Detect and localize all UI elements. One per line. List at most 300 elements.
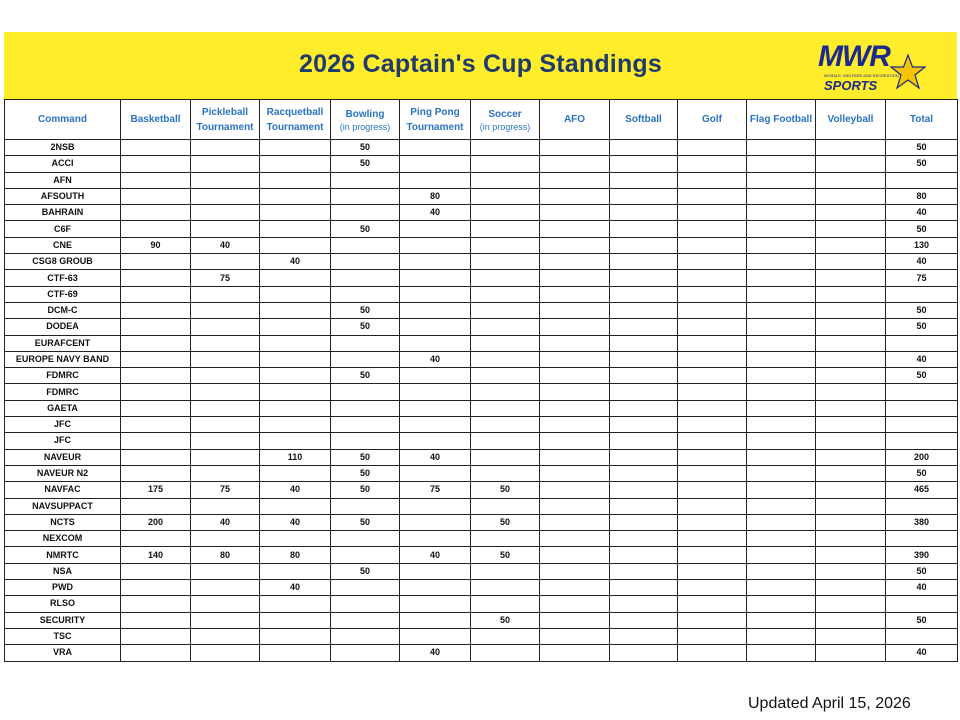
points-cell [610, 417, 678, 433]
points-cell [331, 531, 400, 547]
points-cell [121, 596, 191, 612]
points-cell [610, 465, 678, 481]
points-cell [400, 514, 471, 530]
command-cell: DCM-C [5, 302, 121, 318]
points-cell [260, 612, 331, 628]
points-cell [471, 319, 540, 335]
column-header-label: Basketball [130, 114, 181, 125]
points-cell [121, 335, 191, 351]
points-cell [121, 465, 191, 481]
command-cell: ACCI [5, 156, 121, 172]
points-cell [471, 596, 540, 612]
points-cell [747, 514, 816, 530]
logo-tagline: MORALE, WELFARE AND RECREATION [824, 73, 899, 78]
points-cell [540, 645, 610, 661]
points-cell [816, 188, 886, 204]
table-row [5, 417, 958, 433]
points-cell [610, 335, 678, 351]
table-row [5, 547, 958, 563]
star-icon [890, 54, 926, 90]
points-cell [747, 368, 816, 384]
points-cell [678, 286, 747, 302]
points-cell [540, 140, 610, 156]
points-cell: 50 [471, 514, 540, 530]
table-row [5, 270, 958, 286]
points-cell: 50 [331, 465, 400, 481]
points-cell [678, 531, 747, 547]
points-cell [747, 172, 816, 188]
points-cell [471, 172, 540, 188]
points-cell [540, 302, 610, 318]
total-cell [886, 172, 958, 188]
points-cell [471, 302, 540, 318]
points-cell [400, 221, 471, 237]
points-cell [540, 270, 610, 286]
points-cell [121, 628, 191, 644]
points-cell [816, 433, 886, 449]
points-cell: 50 [471, 547, 540, 563]
points-cell [816, 270, 886, 286]
column-header [400, 100, 471, 140]
points-cell [471, 156, 540, 172]
points-cell: 50 [471, 482, 540, 498]
points-cell [400, 286, 471, 302]
points-cell [816, 449, 886, 465]
command-cell: DODEA [5, 319, 121, 335]
points-cell: 40 [260, 580, 331, 596]
points-cell [747, 465, 816, 481]
points-cell [540, 384, 610, 400]
column-header-sublabel: Tournament [406, 121, 464, 133]
points-cell [540, 482, 610, 498]
updated-date: Updated April 15, 2026 [748, 695, 911, 712]
points-cell [260, 140, 331, 156]
points-cell [540, 351, 610, 367]
points-cell [121, 140, 191, 156]
points-cell [747, 563, 816, 579]
column-header-label: Total [909, 114, 934, 125]
total-cell [886, 596, 958, 612]
total-cell: 50 [886, 140, 958, 156]
points-cell [540, 563, 610, 579]
table-row [5, 319, 958, 335]
points-cell [816, 612, 886, 628]
points-cell [816, 140, 886, 156]
points-cell [471, 449, 540, 465]
points-cell: 40 [260, 254, 331, 270]
points-cell [816, 221, 886, 237]
points-cell [191, 580, 260, 596]
points-cell [540, 612, 610, 628]
total-cell: 50 [886, 465, 958, 481]
points-cell [816, 417, 886, 433]
points-cell: 40 [400, 449, 471, 465]
points-cell: 75 [191, 270, 260, 286]
column-header [191, 100, 260, 140]
points-cell [400, 237, 471, 253]
points-cell [471, 221, 540, 237]
points-cell [121, 384, 191, 400]
points-cell: 40 [191, 237, 260, 253]
command-cell: NCTS [5, 514, 121, 530]
points-cell [610, 254, 678, 270]
points-cell [331, 433, 400, 449]
points-cell [610, 172, 678, 188]
command-cell: NAVEUR N2 [5, 465, 121, 481]
points-cell [747, 482, 816, 498]
command-cell: CTF-69 [5, 286, 121, 302]
points-cell [540, 237, 610, 253]
points-cell [471, 286, 540, 302]
points-cell [331, 547, 400, 563]
table-row [5, 384, 958, 400]
points-cell [816, 596, 886, 612]
table-row [5, 254, 958, 270]
command-cell: FDMRC [5, 368, 121, 384]
points-cell [816, 205, 886, 221]
points-cell [610, 498, 678, 514]
points-cell [191, 433, 260, 449]
header-row [5, 100, 958, 140]
points-cell [331, 417, 400, 433]
points-cell [747, 205, 816, 221]
table-row [5, 531, 958, 547]
column-header [5, 100, 121, 140]
points-cell [678, 172, 747, 188]
points-cell [678, 400, 747, 416]
points-cell [260, 237, 331, 253]
column-header [678, 100, 747, 140]
points-cell [331, 286, 400, 302]
points-cell: 140 [121, 547, 191, 563]
column-header-label: Bowling [345, 108, 385, 120]
points-cell: 50 [331, 302, 400, 318]
table-row [5, 628, 958, 644]
points-cell [471, 400, 540, 416]
points-cell [191, 384, 260, 400]
points-cell [816, 465, 886, 481]
points-cell [816, 156, 886, 172]
table-row [5, 433, 958, 449]
points-cell: 50 [331, 140, 400, 156]
points-cell [260, 156, 331, 172]
points-cell [400, 335, 471, 351]
points-cell [260, 335, 331, 351]
command-cell: AFSOUTH [5, 188, 121, 204]
command-cell: NEXCOM [5, 531, 121, 547]
points-cell [540, 368, 610, 384]
points-cell [331, 237, 400, 253]
points-cell [678, 156, 747, 172]
column-header-label: Racquetball [266, 106, 324, 118]
points-cell [678, 449, 747, 465]
points-cell [471, 188, 540, 204]
points-cell [610, 580, 678, 596]
points-cell [747, 188, 816, 204]
points-cell [747, 547, 816, 563]
points-cell [747, 531, 816, 547]
command-cell: NSA [5, 563, 121, 579]
table-row [5, 498, 958, 514]
total-cell: 50 [886, 612, 958, 628]
table-row [5, 205, 958, 221]
total-cell: 40 [886, 645, 958, 661]
column-header-label: Command [38, 114, 87, 125]
table-row [5, 563, 958, 579]
points-cell [610, 596, 678, 612]
total-cell: 50 [886, 368, 958, 384]
table-row [5, 140, 958, 156]
points-cell [747, 645, 816, 661]
points-cell: 50 [331, 563, 400, 579]
points-cell [816, 286, 886, 302]
points-cell [260, 498, 331, 514]
points-cell [191, 172, 260, 188]
points-cell: 80 [191, 547, 260, 563]
points-cell [260, 188, 331, 204]
table-row [5, 188, 958, 204]
points-cell [260, 596, 331, 612]
points-cell [471, 433, 540, 449]
points-cell [471, 531, 540, 547]
points-cell [678, 498, 747, 514]
points-cell: 110 [260, 449, 331, 465]
points-cell: 40 [260, 514, 331, 530]
points-cell [747, 254, 816, 270]
points-cell: 40 [400, 351, 471, 367]
points-cell [816, 254, 886, 270]
table-row [5, 465, 958, 481]
column-header-label: Flag Football [749, 114, 813, 125]
points-cell [400, 612, 471, 628]
points-cell [678, 580, 747, 596]
points-cell [191, 254, 260, 270]
points-cell [540, 628, 610, 644]
points-cell [471, 498, 540, 514]
points-cell [678, 254, 747, 270]
points-cell [260, 221, 331, 237]
table-row [5, 449, 958, 465]
points-cell [471, 270, 540, 286]
points-cell: 75 [191, 482, 260, 498]
points-cell [400, 254, 471, 270]
points-cell [747, 498, 816, 514]
points-cell [400, 302, 471, 318]
mwr-sports-logo [812, 40, 930, 92]
points-cell [678, 514, 747, 530]
points-cell [610, 384, 678, 400]
points-cell [191, 205, 260, 221]
points-cell [678, 270, 747, 286]
points-cell [121, 417, 191, 433]
points-cell [540, 547, 610, 563]
table-row [5, 221, 958, 237]
column-header [747, 100, 816, 140]
command-cell: CNE [5, 237, 121, 253]
points-cell: 75 [400, 482, 471, 498]
command-cell: BAHRAIN [5, 205, 121, 221]
total-cell [886, 335, 958, 351]
command-cell: EURAFCENT [5, 335, 121, 351]
points-cell [540, 465, 610, 481]
points-cell: 200 [121, 514, 191, 530]
points-cell [610, 514, 678, 530]
table-row [5, 400, 958, 416]
column-header [471, 100, 540, 140]
points-cell [121, 302, 191, 318]
points-cell [400, 270, 471, 286]
points-cell [400, 433, 471, 449]
points-cell [816, 351, 886, 367]
points-cell [121, 498, 191, 514]
table-row [5, 368, 958, 384]
points-cell: 40 [400, 547, 471, 563]
points-cell [121, 156, 191, 172]
points-cell: 40 [260, 482, 331, 498]
command-cell: NAVFAC [5, 482, 121, 498]
command-cell: PWD [5, 580, 121, 596]
page-title: 2026 Captain's Cup Standings [298, 50, 662, 78]
points-cell [191, 156, 260, 172]
points-cell: 50 [331, 156, 400, 172]
column-header-sublabel: Tournament [266, 121, 324, 133]
total-cell [886, 400, 958, 416]
points-cell: 175 [121, 482, 191, 498]
command-cell: 2NSB [5, 140, 121, 156]
points-cell [260, 465, 331, 481]
column-header [610, 100, 678, 140]
points-cell [747, 433, 816, 449]
points-cell [121, 254, 191, 270]
points-cell [747, 417, 816, 433]
points-cell [747, 612, 816, 628]
points-cell [678, 645, 747, 661]
points-cell [400, 596, 471, 612]
points-cell [610, 319, 678, 335]
points-cell [816, 514, 886, 530]
points-cell [191, 417, 260, 433]
points-cell [540, 335, 610, 351]
table-row [5, 580, 958, 596]
points-cell [191, 628, 260, 644]
points-cell [747, 286, 816, 302]
column-header [331, 100, 400, 140]
points-cell [400, 172, 471, 188]
total-cell: 50 [886, 302, 958, 318]
points-cell [678, 563, 747, 579]
command-cell: VRA [5, 645, 121, 661]
points-cell [678, 596, 747, 612]
points-cell [400, 384, 471, 400]
total-cell: 50 [886, 319, 958, 335]
total-cell: 50 [886, 563, 958, 579]
total-cell: 465 [886, 482, 958, 498]
points-cell [678, 384, 747, 400]
points-cell [610, 400, 678, 416]
total-cell: 200 [886, 449, 958, 465]
table-row [5, 351, 958, 367]
points-cell [678, 319, 747, 335]
table-row [5, 482, 958, 498]
points-cell [191, 449, 260, 465]
points-cell [331, 628, 400, 644]
points-cell [331, 498, 400, 514]
points-cell [260, 368, 331, 384]
points-cell [260, 172, 331, 188]
points-cell [678, 547, 747, 563]
points-cell [610, 270, 678, 286]
column-header-label: Volleyball [827, 114, 874, 125]
points-cell [191, 319, 260, 335]
points-cell [331, 335, 400, 351]
points-cell: 50 [331, 514, 400, 530]
total-cell: 380 [886, 514, 958, 530]
points-cell [400, 580, 471, 596]
points-cell [260, 286, 331, 302]
points-cell [191, 596, 260, 612]
points-cell [747, 628, 816, 644]
points-cell [471, 140, 540, 156]
points-cell [331, 580, 400, 596]
points-cell [610, 612, 678, 628]
points-cell [747, 221, 816, 237]
points-cell [400, 628, 471, 644]
points-cell [610, 188, 678, 204]
points-cell: 50 [331, 368, 400, 384]
points-cell [610, 302, 678, 318]
points-cell [747, 302, 816, 318]
table-row [5, 596, 958, 612]
points-cell: 40 [400, 205, 471, 221]
points-cell [471, 645, 540, 661]
points-cell [610, 351, 678, 367]
points-cell [191, 612, 260, 628]
column-header-label: Soccer [488, 108, 522, 120]
points-cell [121, 531, 191, 547]
total-cell [886, 417, 958, 433]
points-cell [610, 531, 678, 547]
total-cell [886, 286, 958, 302]
points-cell [191, 465, 260, 481]
column-header [886, 100, 958, 140]
table-row [5, 335, 958, 351]
points-cell [121, 286, 191, 302]
points-cell [747, 384, 816, 400]
points-cell [747, 156, 816, 172]
points-cell [816, 368, 886, 384]
points-cell [678, 205, 747, 221]
points-cell: 50 [331, 221, 400, 237]
points-cell [471, 237, 540, 253]
command-cell: NAVSUPPACT [5, 498, 121, 514]
points-cell [400, 563, 471, 579]
points-cell [471, 254, 540, 270]
column-header-sublabel: Tournament [196, 121, 254, 133]
total-cell: 50 [886, 221, 958, 237]
points-cell [816, 563, 886, 579]
points-cell [191, 188, 260, 204]
total-cell: 40 [886, 580, 958, 596]
points-cell [191, 351, 260, 367]
column-header [260, 100, 331, 140]
points-cell [678, 188, 747, 204]
table-row [5, 514, 958, 530]
command-cell: JFC [5, 417, 121, 433]
column-header-sublabel: (in progress) [479, 121, 531, 132]
points-cell [471, 628, 540, 644]
points-cell [331, 400, 400, 416]
points-cell [331, 270, 400, 286]
